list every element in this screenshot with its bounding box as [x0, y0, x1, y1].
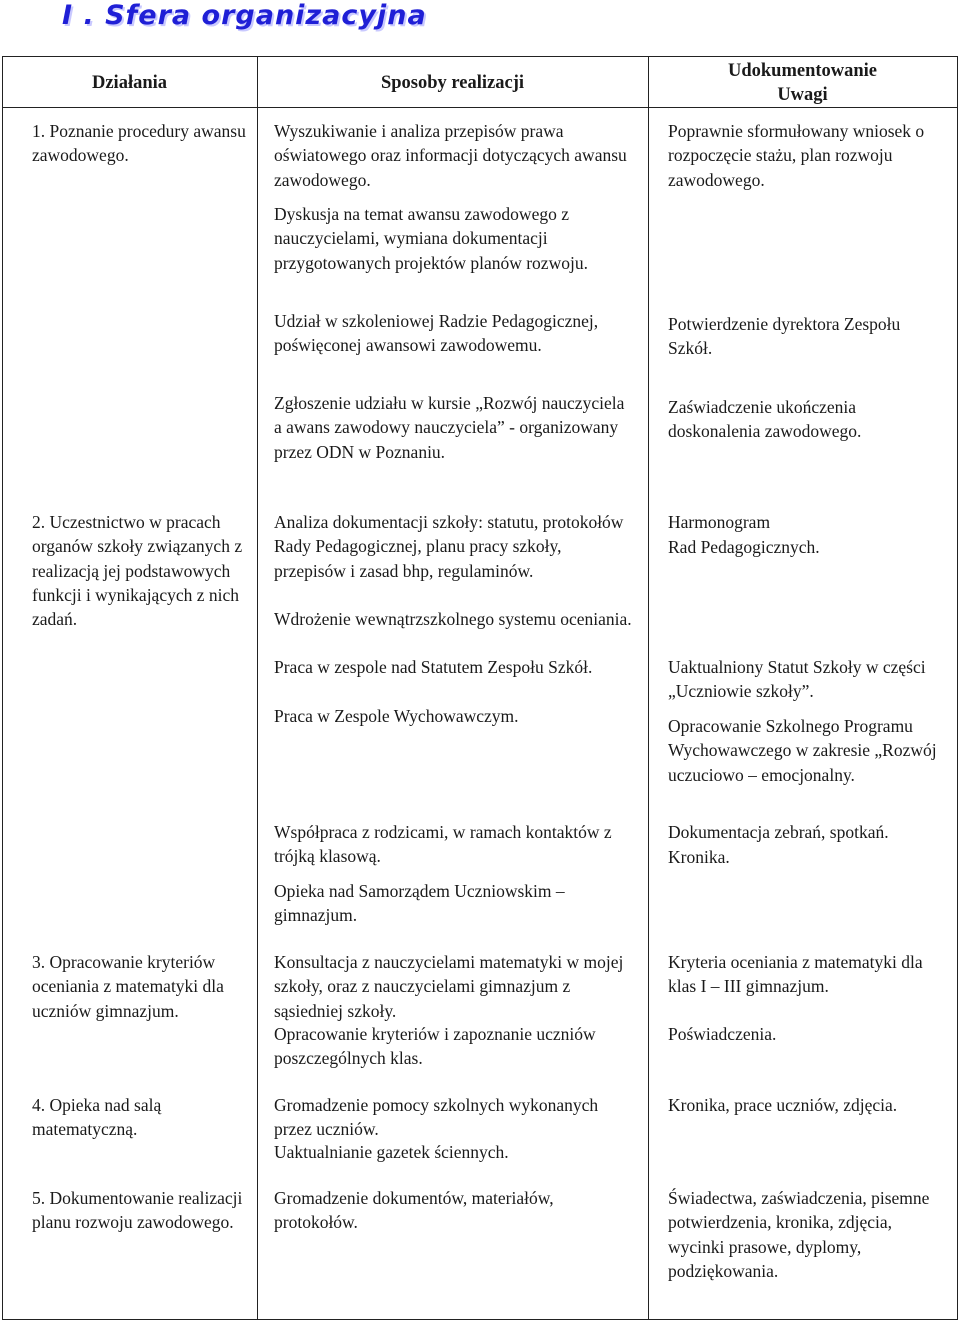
table-border-right: [957, 56, 958, 1320]
documentation-item: Potwierdzenie dyrektora Zespołu Szkół.: [668, 314, 901, 359]
method-item: Zgłoszenie udziału w kursie „Rozwój nauczyciela a awans zawodowy nauczyciela” - organizowany przez ODN w Poznaniu.: [274, 393, 625, 462]
documentation-item: Kronika.: [668, 847, 730, 867]
header-sposoby-realizacji: Sposoby realizacji: [380, 73, 525, 93]
table-border-left: [2, 56, 3, 1320]
documentation-item: Zaświadczenie ukończenia doskonalenia zawodowego.: [668, 397, 862, 442]
method-item: Udział w szkoleniowej Radzie Pedagogicznej, poświęconej awansowi zawodowemu.: [274, 311, 599, 356]
documentation-item: Dokumentacja zebrań, spotkań.: [668, 822, 889, 842]
documentation-item: Kronika, prace uczniów, zdjęcia.: [668, 1095, 898, 1115]
method-item: Współpraca z rodzicami, w ramach kontaktów z trójką klasową.: [274, 822, 612, 867]
method-item: Dyskusja na temat awansu zawodowego z nauczycielami, wymiana dokumentacji przygotowanych projektów planów rozwoju.: [274, 204, 588, 273]
documentation-item: Rad Pedagogicznych.: [668, 537, 820, 557]
page-title: I . Sfera organizacyjna: [62, 0, 427, 31]
method-item: Opracowanie kryteriów i zapoznanie uczniów poszczególnych klas.: [274, 1024, 596, 1069]
header-dzialania: Działania: [91, 73, 168, 93]
column-divider-1: [257, 56, 258, 1320]
documentation-item: Poprawnie sformułowany wniosek o rozpoczęcie stażu, plan rozwoju zawodowego.: [668, 121, 925, 190]
method-item: Wyszukiwanie i analiza przepisów prawa oświatowego oraz informacji dotyczących awansu zawodowego.: [274, 121, 627, 190]
activity-1: 1. Poznanie procedury awansu zawodowego.: [32, 121, 246, 166]
documentation-item: Uaktualniony Statut Szkoły w części „Uczniowie szkoły”.: [668, 657, 926, 702]
method-item: Uaktualnianie gazetek ściennych.: [274, 1142, 509, 1162]
activity-2: 2. Uczestnictwo w pracach organów szkoły związanych z realizacją jej podstawowych funkcji i wynikających z nich zadań.: [32, 512, 243, 630]
method-item: Gromadzenie pomocy szkolnych wykonanych przez uczniów.: [274, 1095, 599, 1140]
method-item: Praca w zespole nad Statutem Zespołu Szkół.: [274, 657, 593, 677]
header-udokumentowanie: [648, 59, 957, 107]
documentation-item: Opracowanie Szkolnego Programu Wychowawczego w zakresie „Rozwój uczuciowo – emocjonalny.: [668, 716, 937, 785]
method-item: Opieka nad Samorządem Uczniowskim – gimnazjum.: [274, 881, 565, 926]
method-item: Konsultacja z nauczycielami matematyki w mojej szkoły, oraz z nauczycielami gimnazjum z sąsiedniej szkoły.: [274, 952, 624, 1021]
header-uwagi-line: Uwagi: [777, 85, 828, 105]
header-udokumentowanie-line: Udokumentowanie: [727, 61, 878, 81]
activity-4: 4. Opieka nad salą matematyczną.: [32, 1095, 162, 1140]
documentation-item: Świadectwa, zaświadczenia, pisemne potwierdzenia, kronika, zdjęcia, wycinki prasowe, dyplomy, podziękowania.: [668, 1188, 930, 1281]
table-border-top: [2, 56, 958, 57]
column-divider-2: [648, 56, 649, 1320]
documentation-item: Poświadczenia.: [668, 1024, 777, 1044]
method-item: Analiza dokumentacji szkoły: statutu, protokołów Rady Pedagogicznej, planu pracy szkoły, przepisów i zasad bhp, regulaminów.: [274, 512, 624, 581]
method-item: Wdrożenie wewnątrzszkolnego systemu oceniania.: [274, 609, 632, 629]
activity-5: 5. Dokumentowanie realizacji planu rozwoju zawodowego.: [32, 1188, 243, 1233]
method-item: Praca w Zespole Wychowawczym.: [274, 706, 519, 726]
activity-3: 3. Opracowanie kryteriów oceniania z matematyki dla uczniów gimnazjum.: [32, 952, 224, 1021]
method-item: Gromadzenie dokumentów, materiałów, protokołów.: [274, 1188, 554, 1233]
documentation-item: Harmonogram: [668, 512, 771, 532]
documentation-item: Kryteria oceniania z matematyki dla klas I – III gimnazjum.: [668, 952, 923, 997]
header-divider: [2, 107, 958, 108]
